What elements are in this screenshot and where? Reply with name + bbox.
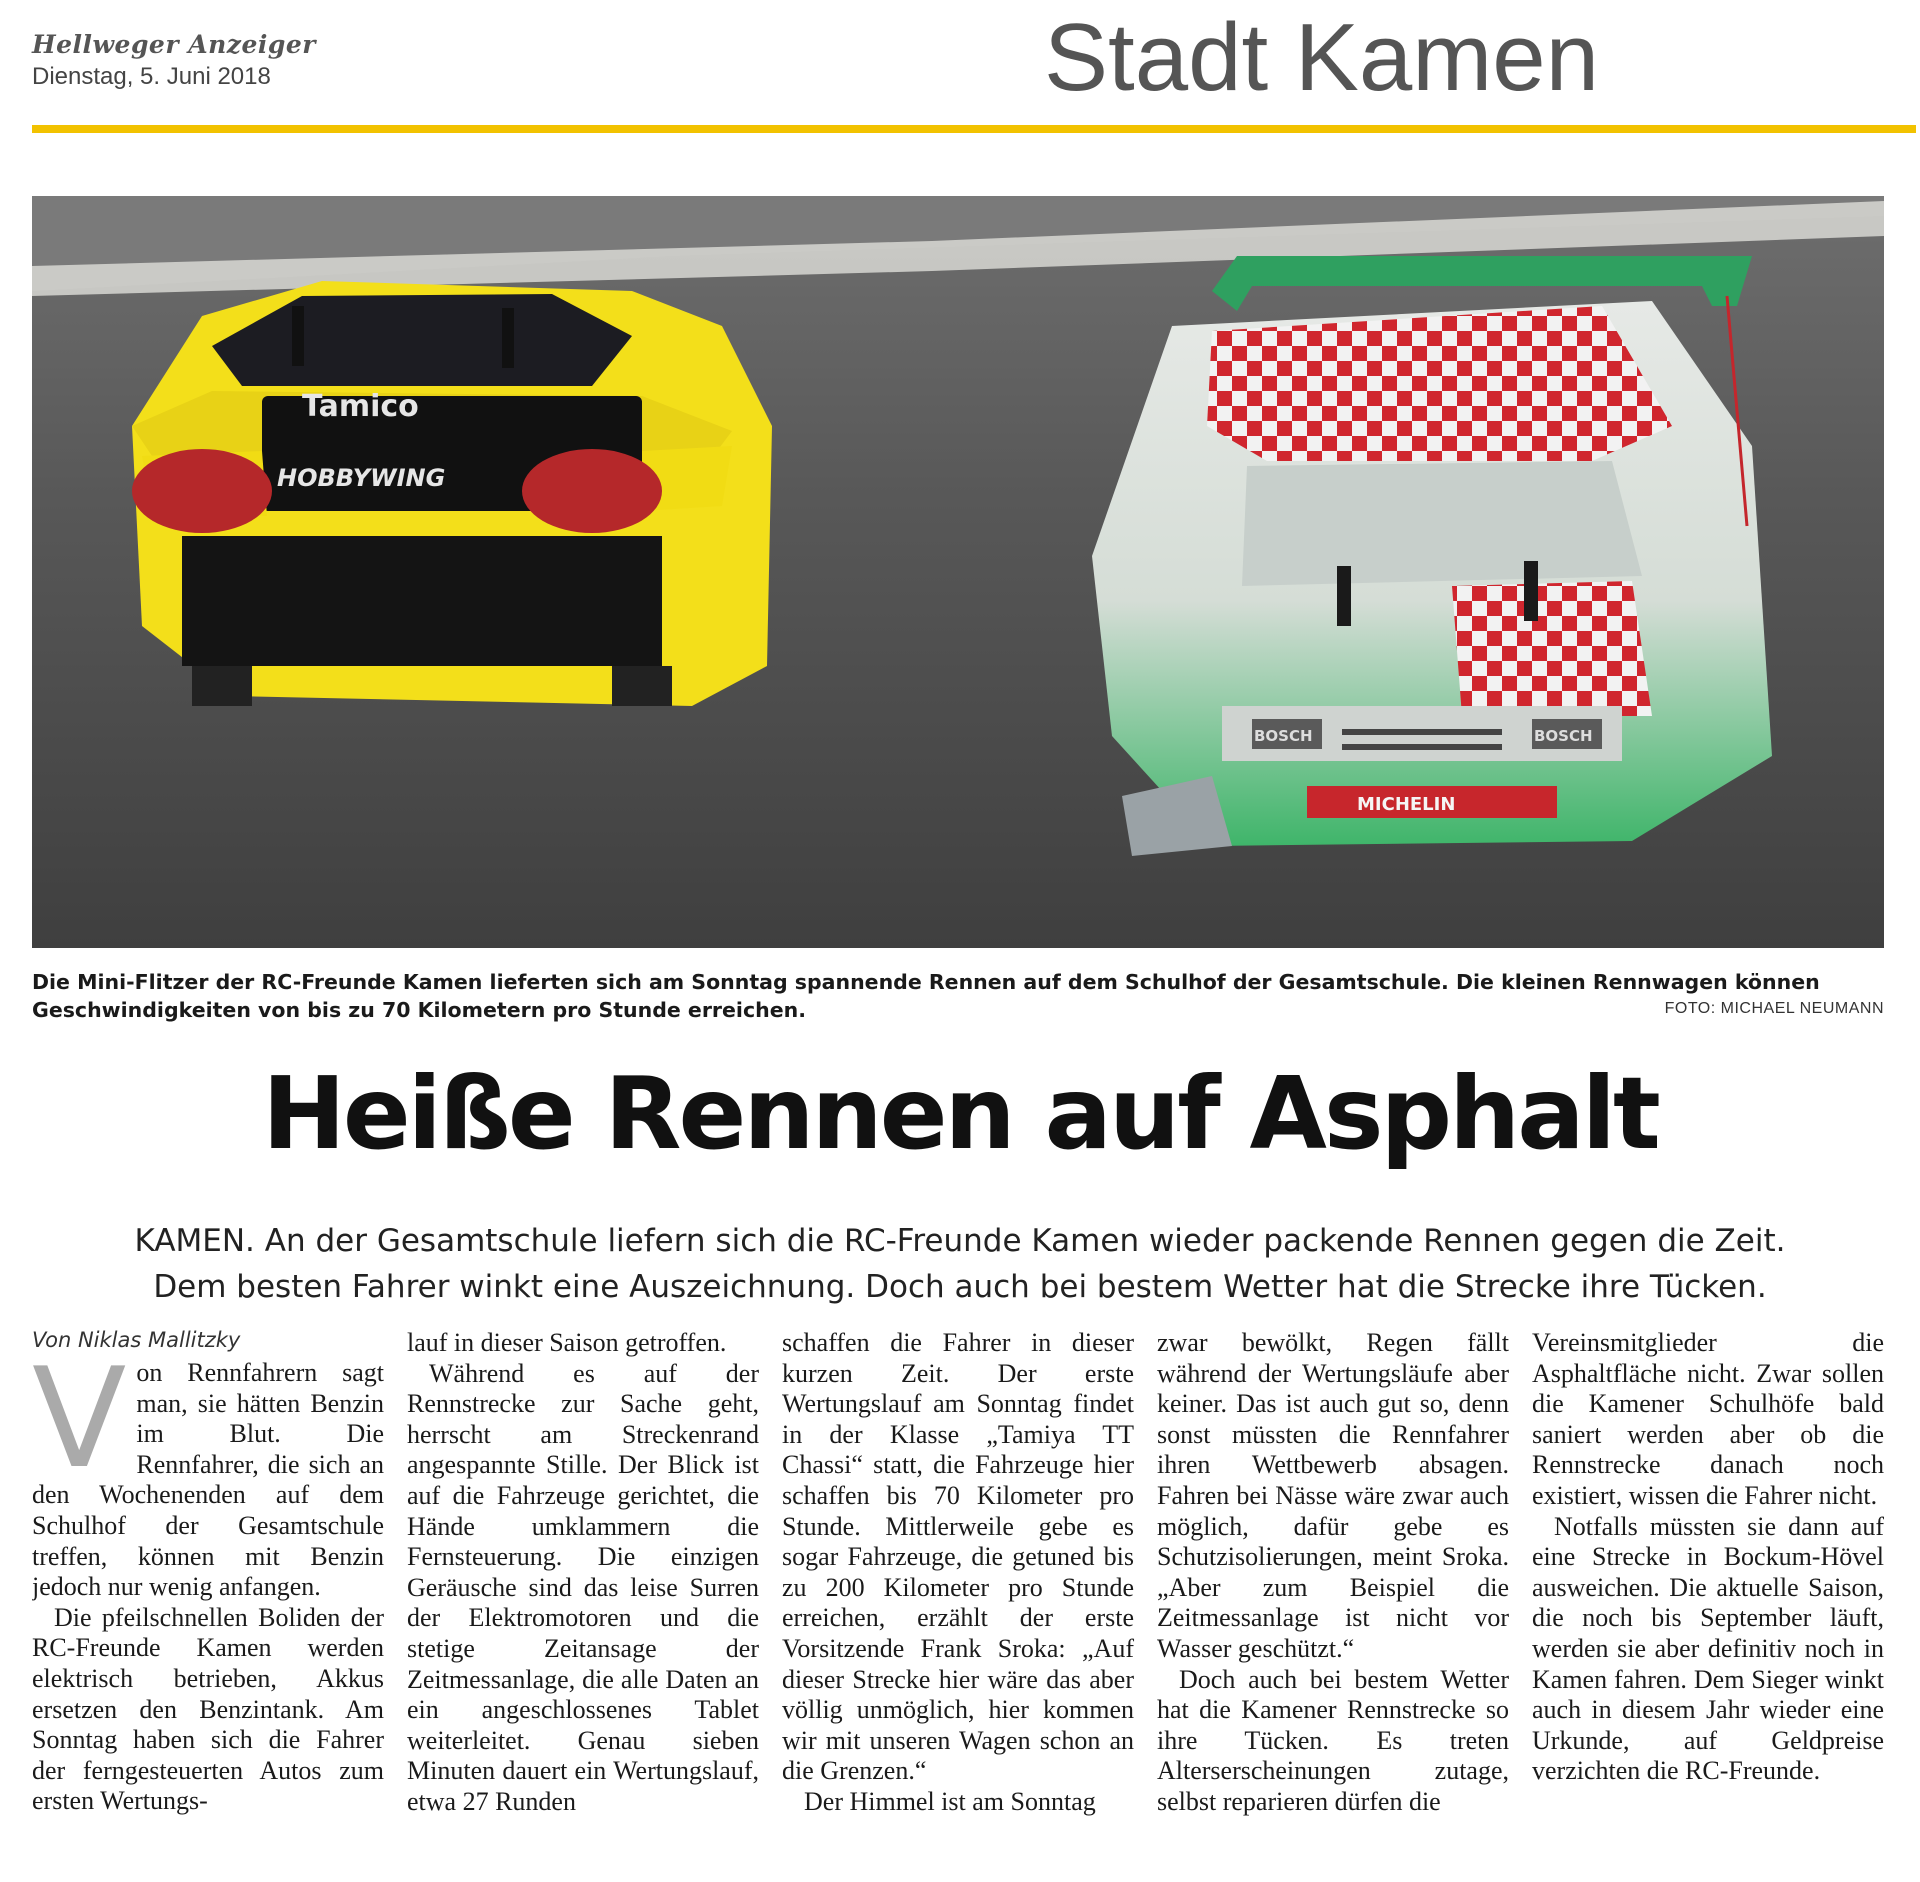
- section-rule: [32, 125, 1916, 133]
- paragraph: Vereinsmitglieder die Asphaltfläche nicht. Zwar sollen die Kamener Schulhöfe bald saniert werden aber ob die Rennstrecke danach noch existiert, wissen die Fahrer nicht.: [1532, 1328, 1884, 1510]
- headline: Heiße Rennen auf Asphalt: [262, 1055, 1658, 1172]
- section-title: Stadt Kamen: [1044, 4, 1599, 111]
- newspaper-name: Hellweger Anzeiger: [32, 30, 316, 59]
- paragraph: Doch auch bei bestem Wetter hat die Kamener Rennstrecke so ihre Tücken. Es treten Alterserscheinungen zutage, selbst reparieren dürfen die: [1157, 1664, 1509, 1816]
- paragraph: zwar bewölkt, Regen fällt während der Wertungsläufe aber keiner. Das ist auch gut so, denn sonst müssten die Rennfahrer ihren Wettbewerb absagen. Fahren bei Nässe wäre zwar auch möglich, dafür gebe es Schutzisolierungen, meint Sroka. „Aber zum Beispiel die Zeitmessanlage ist nicht vor Wasser geschützt.“: [1157, 1328, 1509, 1663]
- paragraph: lauf in dieser Saison getroffen.: [407, 1328, 727, 1357]
- teaser-location: KAMEN.: [134, 1223, 255, 1259]
- masthead: [32, 30, 316, 91]
- paragraph: on Rennfahrern sagt man, sie hätten Benzin im Blut. Die Rennfahrer, die sich an den Wochenenden auf dem Schulhof der Gesamtschule treffen, können mit Benzin jedoch nur wenig anfangen.: [32, 1358, 384, 1602]
- issue-date: Dienstag, 5. Juni 2018: [32, 63, 271, 90]
- teaser-line-2: Dem besten Fahrer winkt eine Auszeichnung. Doch auch bei bestem Wetter hat die Strecke ihre Tücken.: [153, 1269, 1767, 1305]
- column-1: [32, 1328, 384, 1817]
- decal-hobbywing: HOBBYWING: [277, 464, 446, 492]
- photo-caption: Die Mini-Flitzer der RC-Freunde Kamen lieferten sich am Sonntag spannende Rennen auf dem Schulhof der Gesamtschule. Die kleinen Rennwagen können Geschwindigkeiten von bis zu 70 Kilometern pro Stunde erreichen.: [32, 970, 1820, 1022]
- decal-tamico: Tamico: [302, 389, 419, 424]
- dropcap: V: [32, 1338, 127, 1499]
- paragraph: Die pfeilschnellen Boliden der RC-Freunde Kamen werden elektrisch betrieben, Akkus ersetzen den Benzintank. Am Sonntag haben sich die Fahrer der ferngesteuerten Autos zum ersten Wertungs-: [32, 1602, 384, 1816]
- teaser-line-1: [0, 1218, 1920, 1264]
- column-2: [407, 1328, 759, 1818]
- photo-credit: FOTO: MICHAEL NEUMANN: [1664, 1000, 1884, 1017]
- byline: Von Niklas Mallitzky: [32, 1328, 241, 1352]
- teaser: [0, 1218, 1920, 1310]
- column-5: [1532, 1328, 1884, 1787]
- paragraph: schaffen die Fahrer in dieser kurzen Zeit. Der erste Wertungslauf am Sonntag findet in der Klasse „Tamiya TT Chassi“ statt, die Fahrzeuge hier schaffen bis 70 Kilometer pro Stunde. Mittlerweile gebe es sogar Fahrzeuge, die getuned bis zu 200 Kilometer pro Stunde erreichen, erzählt der erste Vorsitzende Frank Sroka: „Auf dieser Strecke hier wäre das aber völlig unmöglich, hier kommen wir mit unseren Wagen schon an die Grenzen.“: [782, 1328, 1134, 1786]
- decal-bosch-left: BOSCH: [1254, 727, 1313, 745]
- decal-michelin: MICHELIN: [1357, 794, 1456, 815]
- article-body: [32, 1328, 1884, 1874]
- column-4: [1157, 1328, 1509, 1818]
- column-3: [782, 1328, 1134, 1818]
- article-photo: [32, 196, 1884, 948]
- green-rc-car: [1092, 256, 1772, 856]
- paragraph: Während es auf der Rennstrecke zur Sache geht, herrscht am Streckenrand angespannte Stille. Der Blick ist auf die Fahrzeuge gerichtet, die Hände umklammern die Fernsteuerung. Die einzigen Geräusche sind das leise Surren der Elektromotoren und die stetige Zeitansage der Zeitmessanlage, die alle Daten an ein angeschlossenes Tablet weiterleitet. Genau sieben Minuten dauert ein Wertungslauf, etwa 27 Runden: [407, 1358, 759, 1816]
- yellow-rc-car: [132, 281, 772, 706]
- decal-bosch-right: BOSCH: [1534, 727, 1593, 745]
- teaser-text-1: An der Gesamtschule liefern sich die RC-Freunde Kamen wieder packende Rennen gegen die Zeit.: [264, 1223, 1786, 1259]
- paragraph: Notfalls müssten sie dann auf eine Strecke in Bockum-Hövel ausweichen. Die aktuelle Saison, die noch bis September läuft, werden sie aber definitiv noch in Kamen fahren. Dem Sieger winkt auch in diesem Jahr wieder eine Urkunde, auf Geldpreise verzichten die RC-Freunde.: [1532, 1511, 1884, 1786]
- paragraph: Der Himmel ist am Sonntag: [804, 1786, 1096, 1816]
